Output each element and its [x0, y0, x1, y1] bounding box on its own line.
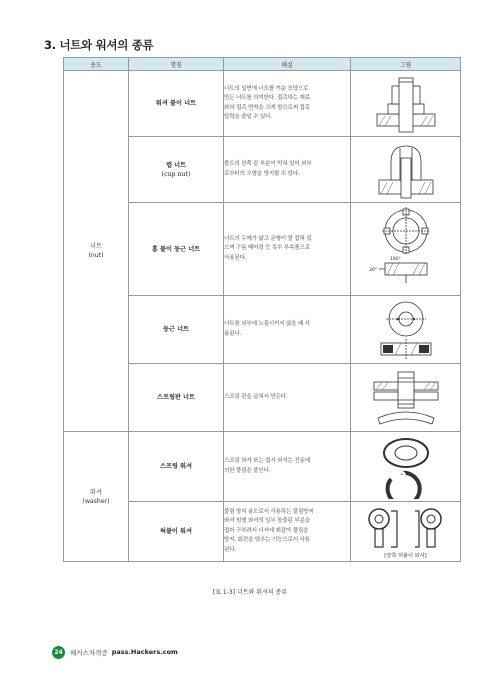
- round-nut-figure: [351, 296, 461, 364]
- group-washer: 워셔 (washer): [64, 432, 129, 562]
- cap-nut-figure: [351, 137, 461, 203]
- row-desc: 너트를 외부에 노출시키지 않을 때 사 용된다.: [224, 296, 351, 364]
- slotted-round-nut-figure: [351, 203, 461, 296]
- figure-caption: [양쪽 혀붙이 와셔]: [384, 552, 427, 559]
- row-desc: 너트의 두께가 얇고 균형이 잘 잡혀 있 으며 구름 베어링 등 특수 부속품으로 사용된다.: [224, 203, 351, 296]
- group-nut: 너트 (nut): [64, 71, 129, 432]
- row-name: 홈 붙이 둥근 너트: [129, 203, 224, 296]
- row-name: 캡 너트 (cup nut): [129, 137, 224, 203]
- page-footer: [52, 645, 178, 659]
- table-row: [64, 71, 461, 137]
- dimension-label: 180°: [389, 257, 401, 262]
- site-link[interactable]: pass.Hackers.com: [111, 648, 178, 656]
- nut-washer-table: [63, 57, 461, 562]
- header-name: 명칭: [129, 58, 224, 71]
- dimension-label: 30°: [368, 268, 377, 273]
- spring-plate-nut-figure: [351, 364, 461, 432]
- row-name: 혀붙이 워셔: [129, 502, 224, 562]
- table-caption: [표 1-3] 너트와 워셔의 종류: [212, 589, 288, 596]
- brand-name: 해커스자격증: [70, 648, 108, 657]
- row-name: 스프링 워셔: [129, 432, 224, 502]
- row-desc: 스프링 판을 굽혀서 만든다.: [224, 364, 351, 432]
- row-desc: 볼트의 한쪽 끝 부분이 막혀 있어 외부 로부터의 오염을 방지할 수 있다.: [224, 137, 351, 203]
- row-desc: 풀림 방지 용도로서 사용하는 풀림방지 와셔 원형 와셔의 일부 돌출된 부분을 접어 구부려서 너셔에 휘감아 풀림을 방지, 회전을 멈추는 기능으로서 사용 된다.: [224, 502, 351, 562]
- row-name: 워셔 붙이 너트: [129, 71, 224, 137]
- header-desc: 해설: [224, 58, 351, 71]
- header-kind: 용도: [64, 58, 129, 71]
- table-row: [64, 432, 461, 502]
- page-number: 24: [52, 646, 65, 659]
- table-header-row: [64, 58, 461, 71]
- row-desc: 스프링 와셔 또는 접시 와셔는 진동에 의한 풀림을 줄인다.: [224, 432, 351, 502]
- row-desc: 너트의 일면에 너트를 끼운 모양으로 만든 너트를 의미한다. 접촉하는 재료 와의 접촉 면적을 크게 함으로써 접촉 압력을 줄일 수 있다.: [224, 71, 351, 137]
- section-title: 3. 너트와 워셔의 종류: [44, 38, 154, 52]
- row-name: 둥근 너트: [129, 296, 224, 364]
- spring-washer-figure: [351, 432, 461, 502]
- row-name: 스프링판 너트: [129, 364, 224, 432]
- washer-faced-nut-figure: [351, 71, 461, 137]
- tab-washer-figure: [351, 502, 461, 562]
- header-pic: 그림: [351, 58, 461, 71]
